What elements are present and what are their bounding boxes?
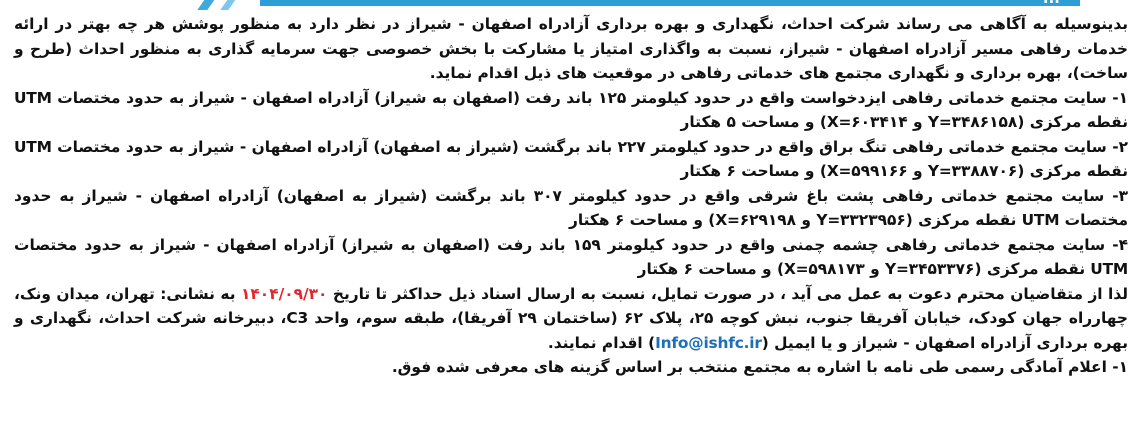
header-band [0,0,1140,8]
site-item-2: ۲- سایت مجتمع خدماتی رفاهی تنگ براق واقع در حدود کیلومتر ۲۲۷ باند برگشت (شیراز به اصفهان) آزادراه اصفهان - شیراز به حدود مختصات UTM نقطه مرکزی (Y=۳۳۸۸۷۰۶ و X=۵۹۹۱۶۶) و مساحت ۶ هکتار [14,137,1128,180]
notice-body [0,8,1140,445]
email-link[interactable]: Info@ishfc.ir [655,333,762,352]
invitation-paragraph [14,282,1128,356]
invitation-text-end: ) اقدام نمایند. [547,333,656,352]
site-item-1: ۱- سایت مجتمع خدماتی رفاهی ایزدخواست واقع در حدود کیلومتر ۱۲۵ باند رفت (اصفهان به شیراز) آزادراه اصفهان - شیراز به حدود مختصات UTM نقطه مرکزی (Y=۳۴۸۶۱۵۸ و X=۶۰۳۴۱۴) و مساحت ۵ هکتار [14,88,1128,131]
invitation-address: به نشانی: تهران، میدان ونک، چهارراه جهان کودک، خیابان آفریقا جنوب، نبش کوچه ۲۵، پلاک ۶۲ (ساختمان ۲۹ آفریقا)، طبقه سوم، واحد C3، دبیرخانه شرکت احداث، نگهداری و بهره برداری آزادراه اصفهان - شیراز و یا ایمیل ( [14,284,1128,352]
deadline-date: ۱۴۰۴/۰۹/۳۰ [241,284,328,303]
banner-text [300,0,1060,7]
requirement-1: ۱- اعلام آمادگی رسمی طی نامه با اشاره به مجتمع منتخب بر اساس گزینه های معرفی شده فوق. [391,358,1128,376]
site-item-3: ۳- سایت مجتمع خدماتی رفاهی پشت باغ شرقی واقع در حدود کیلومتر ۳۰۷ باند برگشت (شیراز به اصفهان) آزادراه اصفهان - شیراز به حدود مختصات UTM نقطه مرکزی (Y=۳۳۲۳۹۵۶ و X=۶۲۹۱۹۸) و مساحت ۶ هکتار [14,186,1128,229]
site-item-4: ۴- سایت مجتمع خدماتی رفاهی چشمه چمنی واقع در حدود کیلومتر ۱۵۹ باند رفت (اصفهان به شیراز) آزادراه اصفهان - شیراز به حدود مختصات UTM نقطه مرکزی (Y=۳۴۵۳۳۷۶ و X=۵۹۸۱۷۳) و مساحت ۶ هکتار [14,235,1128,278]
notice-intro: بدینوسیله به آگاهی می رساند شرکت احداث، نگهداری و بهره برداری آزادراه اصفهان - شیراز در نظر دارد به منظور پوشش هر چه بهتر در ارائه خدمات رفاهی مسیر آزادراه اصفهان - شیراز، نسبت به واگذاری امتیاز یا مشارکت با بخش خصوصی جهت سرمایه گذاری به منظور احداث (طرح و ساخت)، بهره برداری و نگهداری مجتمع های خدماتی رفاهی در موقعیت های ذیل اقدام نماید. [14,15,1128,82]
invitation-text-start: لذا از متقاضیان محترم دعوت به عمل می آید ، در صورت تمایل، نسبت به ارسال اسناد ذیل حداکثر تا تاریخ [327,284,1128,303]
